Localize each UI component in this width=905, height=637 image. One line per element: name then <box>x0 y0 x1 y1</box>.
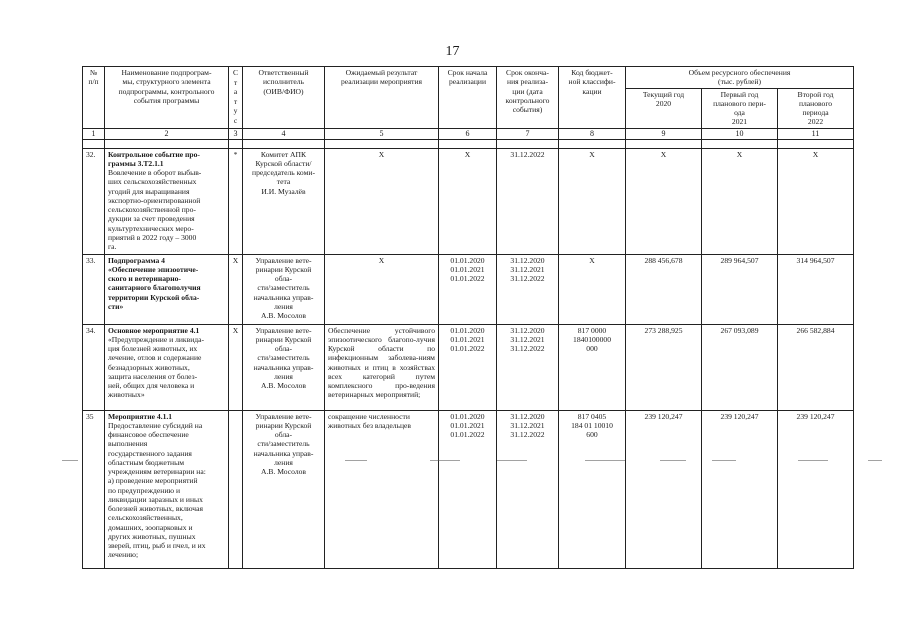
column-numbers-row <box>83 128 854 139</box>
row-result: Обеспечение устойчивого эпизоотического благопо-лучия Курской области по инфекционным заболева-ниям животных и птиц в хозяйствах всех категорий путем комплексного про-ведения ветеринарных мероприятий; <box>325 324 439 410</box>
row-kbk: 817 0405 184 01 10010 600 <box>559 410 626 568</box>
table-row <box>83 410 854 568</box>
header-end: Срок оконча- ния реализа- ции (дата контрольного события) <box>497 67 559 129</box>
col-number: 1 <box>83 128 105 139</box>
scan-artifact <box>345 460 367 461</box>
row-2020: 288 456,678 <box>626 254 702 324</box>
row-end: 31.12.2020 31.12.2021 31.12.2022 <box>497 410 559 568</box>
row-start: 01.01.2020 01.01.2021 01.01.2022 <box>439 410 497 568</box>
row-2020: 239 120,247 <box>626 410 702 568</box>
row-start: Х <box>439 148 497 254</box>
row-2021: Х <box>702 148 778 254</box>
row-status: Х <box>229 254 243 324</box>
row-status: Х <box>229 324 243 410</box>
row-result: Х <box>325 148 439 254</box>
row-number: 32. <box>83 148 105 254</box>
row-status <box>229 410 243 568</box>
row-description: Вовлечение в оборот выбыв- ших сельскохозяйственных угодий для выращивания экспортно-ориентированной сельскохозяйственной про- дукции за счет проведения культуртехнических меро- приятий в 2022 году – 3000 га. <box>108 168 202 251</box>
table-row <box>83 324 854 410</box>
scan-artifact <box>62 460 78 461</box>
row-number: 34. <box>83 324 105 410</box>
header-funding: Объем ресурсного обеспечения (тыс. рублей) <box>626 67 854 89</box>
row-2021: 239 120,247 <box>702 410 778 568</box>
col-number: 4 <box>243 128 325 139</box>
header-kbk: Код бюджет- ной классифи- кации <box>559 67 626 129</box>
scan-artifact <box>430 460 460 461</box>
row-number: 35 <box>83 410 105 568</box>
scan-artifact <box>585 460 625 461</box>
row-2022: 239 120,247 <box>778 410 854 568</box>
scan-artifact <box>868 460 882 461</box>
row-result: Х <box>325 254 439 324</box>
header-name: Наименование подпрограм- мы, структурного элемента подпрограммы, контрольного события программы <box>105 67 229 129</box>
col-number: 8 <box>559 128 626 139</box>
row-end: 31.12.2020 31.12.2021 31.12.2022 <box>497 324 559 410</box>
col-number: 10 <box>702 128 778 139</box>
row-2021: 289 964,507 <box>702 254 778 324</box>
row-start: 01.01.2020 01.01.2021 01.01.2022 <box>439 254 497 324</box>
row-2020: 273 288,925 <box>626 324 702 410</box>
header-year-2022: Второй год планового периода 2022 <box>778 88 854 128</box>
header-row <box>83 67 854 89</box>
row-name-cell <box>105 148 229 254</box>
scan-artifact <box>497 460 527 461</box>
row-title: Контрольное событие про- граммы 3.Т2.1.1 <box>108 149 200 168</box>
row-kbk: Х <box>559 254 626 324</box>
row-name-cell <box>105 410 229 568</box>
header-year-2021: Первый год планового пери- ода 2021 <box>702 88 778 128</box>
row-title: Подпрограмма 4 «Обеспечение эпизоотиче- ского и ветеринарно- санитарного благополучия территории Курской обла- сти» <box>105 254 229 324</box>
col-number: 11 <box>778 128 854 139</box>
row-executor: Управление вете- ринарии Курской обла- сти/заместитель начальника управ- ления А.В. Мосолов <box>243 254 325 324</box>
row-title: Мероприятие 4.1.1 <box>108 411 173 421</box>
col-number: 6 <box>439 128 497 139</box>
page-number: 17 <box>445 44 460 59</box>
header-num: № п/п <box>83 67 105 129</box>
row-start: 01.01.2020 01.01.2021 01.01.2022 <box>439 324 497 410</box>
scan-artifact <box>798 460 828 461</box>
row-executor: Управление вете- ринарии Курской обла- сти/заместитель начальника управ- ления А.В. Мосолов <box>243 324 325 410</box>
header-status: С т а т у с <box>229 67 243 129</box>
row-description: Предоставление субсидий на финансовое обеспечение выполнения государственного задания областным бюджетным учреждениям ветеринарии на: а) проведение мероприятий по предупреждению и ликвидации заразных и иных болезней животных, включая сельскохозяйственных, домашних, зоопарковых и других животных, пушных зверей, птиц, рыб и пчел, и их лечению; <box>108 420 206 560</box>
row-description: «Предупреждение и ликвида- ция болезней животных, их лечение, отлов и содержание безнадзорных животных, защита населения от болез- ней, общих для человека и животных» <box>108 334 205 400</box>
row-2022: 314 964,507 <box>778 254 854 324</box>
table-row <box>83 254 854 324</box>
col-number: 5 <box>325 128 439 139</box>
row-result: сокращение численности животных без владельцев <box>325 410 439 568</box>
row-kbk: 817 0000 1840100000 000 <box>559 324 626 410</box>
row-title: Основное мероприятие 4.1 <box>108 325 200 335</box>
row-end: 31.12.2020 31.12.2021 31.12.2022 <box>497 254 559 324</box>
row-2021: 267 093,089 <box>702 324 778 410</box>
row-2022: 266 582,884 <box>778 324 854 410</box>
spacer-row <box>83 139 854 148</box>
row-end: 31.12.2022 <box>497 148 559 254</box>
scan-artifact <box>712 460 736 461</box>
header-start: Срок начала реализации <box>439 67 497 129</box>
scan-artifact <box>660 460 686 461</box>
col-number: 9 <box>626 128 702 139</box>
row-2022: Х <box>778 148 854 254</box>
row-executor: Управление вете- ринарии Курской обла- сти/заместитель начальника управ- ления А.В. Мосолов <box>243 410 325 568</box>
header-result: Ожидаемый результат реализации мероприятия <box>325 67 439 129</box>
col-number: 2 <box>105 128 229 139</box>
header-year-2020: Текущий год 2020 <box>626 88 702 128</box>
row-name-cell <box>105 324 229 410</box>
table-row <box>83 148 854 254</box>
header-executor: Ответственный исполнитель (ОИВ/ФИО) <box>243 67 325 129</box>
col-number: 3 <box>229 128 243 139</box>
col-number: 7 <box>497 128 559 139</box>
row-2020: Х <box>626 148 702 254</box>
program-table <box>82 66 854 569</box>
row-number: 33. <box>83 254 105 324</box>
row-kbk: Х <box>559 148 626 254</box>
row-executor: Комитет АПК Курской области/ председатель коми- тета И.И. Музалёв <box>243 148 325 254</box>
row-status: * <box>229 148 243 254</box>
